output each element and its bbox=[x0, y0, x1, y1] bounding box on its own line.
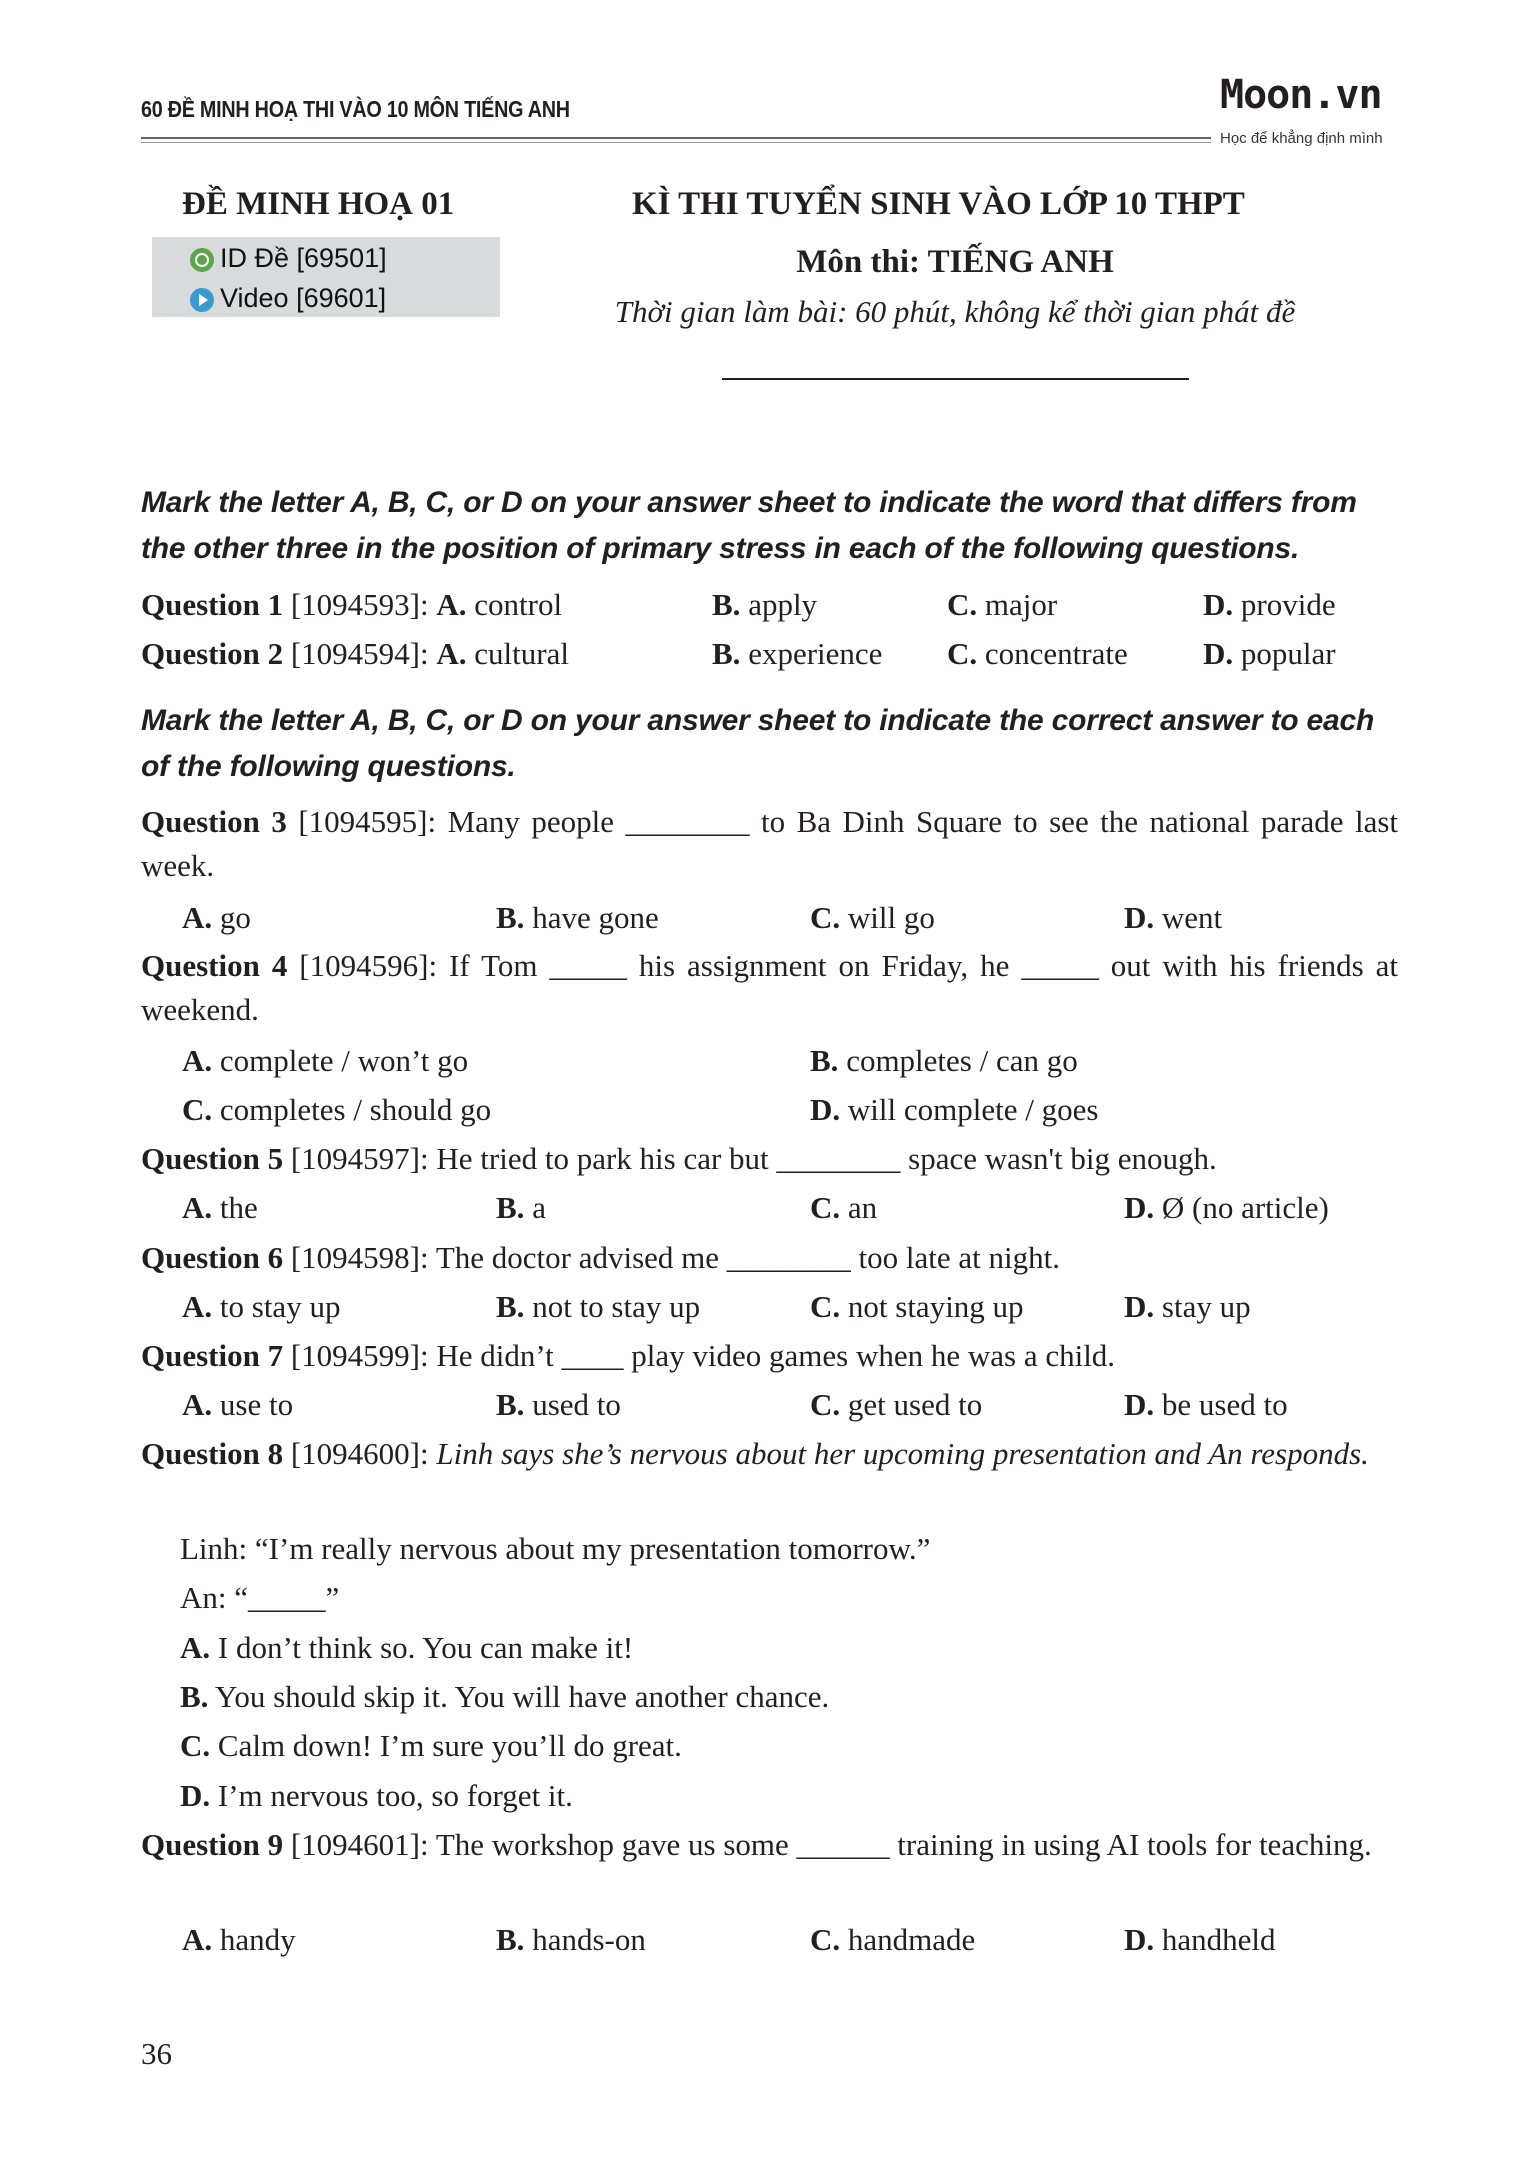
question-label: Question 4 bbox=[141, 948, 288, 983]
question-id: [1094599]: bbox=[283, 1338, 437, 1373]
question-text: He tried to park his car but ________ space wasn't big enough. bbox=[436, 1141, 1217, 1176]
option-c: C. not staying up bbox=[810, 1289, 1024, 1324]
option-d: D. stay up bbox=[1124, 1289, 1251, 1324]
question-9 bbox=[141, 1823, 1398, 1867]
question-text: He didn’t ____ play video games when he was a child. bbox=[436, 1338, 1116, 1373]
instruction-correct: Mark the letter A, B, C, or D on your answer sheet to indicate the correct answer to each of the following questions. bbox=[141, 704, 1375, 783]
question-4 bbox=[141, 944, 1398, 1032]
question-label: Question 3 bbox=[141, 804, 287, 839]
exam-title: KÌ THI TUYỂN SINH VÀO LỚP 10 THPT bbox=[632, 186, 1245, 222]
header-rule bbox=[141, 137, 1211, 139]
question-id: [1094593]: bbox=[283, 587, 437, 622]
option-d: D. I’m nervous too, so forget it. bbox=[180, 1778, 573, 1813]
option-letter: A. bbox=[436, 636, 467, 671]
dialogue-linh: Linh: “I’m really nervous about my presentation tomorrow.” bbox=[180, 1531, 931, 1566]
heading-rule bbox=[722, 378, 1189, 380]
question-id: [1094597]: bbox=[283, 1141, 437, 1176]
question-7-options bbox=[0, 1383, 1520, 1427]
option-a: A. handy bbox=[182, 1922, 296, 1957]
question-4-options-row2 bbox=[0, 1088, 1520, 1132]
question-9-options bbox=[0, 1918, 1520, 1962]
question-id: [1094601]: bbox=[283, 1827, 436, 1862]
option-a: A. to stay up bbox=[182, 1289, 341, 1324]
exam-subject: Môn thi: TIẾNG ANH bbox=[796, 244, 1114, 280]
option-text: cultural bbox=[466, 636, 569, 671]
logo-tagline: Học để khẳng định mình bbox=[1220, 130, 1383, 147]
option-c: C. handmade bbox=[810, 1922, 976, 1957]
option-b: B. You should skip it. You will have another chance. bbox=[180, 1679, 830, 1714]
option-d: D. went bbox=[1124, 900, 1223, 935]
option-a: A. complete / won’t go bbox=[182, 1043, 469, 1078]
option-a: A. I don’t think so. You can make it! bbox=[180, 1630, 634, 1665]
option-d: D. provide bbox=[1203, 587, 1336, 622]
question-3-options bbox=[0, 896, 1520, 940]
page-number: 36 bbox=[141, 2036, 172, 2071]
question-label: Question 6 bbox=[141, 1240, 284, 1275]
instruction-stress: Mark the letter A, B, C, or D on your answer sheet to indicate the word that differs from the other three in the position of primary stress in each of the following questions. bbox=[141, 486, 1357, 565]
exam-code: ĐỀ MINH HOẠ 01 bbox=[182, 186, 455, 222]
option-d: D. will complete / goes bbox=[810, 1092, 1099, 1127]
question-3 bbox=[141, 800, 1398, 888]
option-a: A. use to bbox=[182, 1387, 294, 1422]
question-label: Question 5 bbox=[141, 1141, 284, 1176]
option-b: B. a bbox=[496, 1190, 546, 1225]
option-b: B. completes / can go bbox=[810, 1043, 1078, 1078]
question-text: Many people ________ to Ba Dinh Square to see the national parade last week. bbox=[141, 804, 1399, 883]
option-c: C. will go bbox=[810, 900, 935, 935]
option-c: C. major bbox=[947, 587, 1058, 622]
question-6-options bbox=[0, 1285, 1520, 1329]
option-c: C. completes / should go bbox=[182, 1092, 492, 1127]
moon-logo: Moon.vn bbox=[1220, 72, 1382, 118]
option-b: B. hands-on bbox=[496, 1922, 646, 1957]
option-b: B. not to stay up bbox=[496, 1289, 701, 1324]
running-title: 60 ĐỀ MINH HOẠ THI VÀO 10 MÔN TIẾNG ANH bbox=[141, 96, 570, 122]
option-b: B. used to bbox=[496, 1387, 621, 1422]
option-d: D. popular bbox=[1203, 636, 1336, 671]
option-b: B. experience bbox=[712, 636, 883, 671]
question-label: Question 7 bbox=[141, 1338, 284, 1373]
question-1 bbox=[0, 583, 1520, 627]
question-label: Question 1 bbox=[141, 587, 284, 622]
option-b: B. have gone bbox=[496, 900, 659, 935]
question-4-options-row1 bbox=[0, 1039, 1520, 1083]
question-label: Question 9 bbox=[141, 1827, 284, 1862]
question-id: [1094596]: bbox=[287, 948, 450, 983]
option-b: B. apply bbox=[712, 587, 818, 622]
option-d: D. Ø (no article) bbox=[1124, 1190, 1329, 1225]
dialogue-an: An: “_____” bbox=[180, 1580, 340, 1615]
option-c: C. Calm down! I’m sure you’ll do great. bbox=[180, 1728, 682, 1763]
question-8 bbox=[141, 1432, 1398, 1476]
question-text: The doctor advised me ________ too late at night. bbox=[435, 1240, 1060, 1275]
option-a: A. the bbox=[182, 1190, 258, 1225]
question-label: Question 8 bbox=[141, 1436, 284, 1471]
question-id: [1094598]: bbox=[283, 1240, 436, 1275]
question-7 bbox=[141, 1334, 1398, 1378]
option-d: D. handheld bbox=[1124, 1922, 1276, 1957]
option-c: C. concentrate bbox=[947, 636, 1128, 671]
question-text: The workshop gave us some ______ training in using AI tools for teaching. bbox=[435, 1827, 1372, 1862]
question-id: [1094595]: bbox=[286, 804, 448, 839]
question-5-options bbox=[0, 1186, 1520, 1230]
exam-id-label: ID Đề [69501] bbox=[220, 243, 387, 273]
option-a: A. go bbox=[182, 900, 251, 935]
exam-time: Thời gian làm bài: 60 phút, không kể thời gian phát đề bbox=[614, 294, 1296, 329]
option-c: C. get used to bbox=[810, 1387, 983, 1422]
option-letter: A. bbox=[436, 587, 467, 622]
question-text: If Tom _____ his assignment on Friday, he _____ out with his friends at weekend. bbox=[141, 948, 1399, 1027]
option-text: control bbox=[466, 587, 563, 622]
question-5 bbox=[141, 1137, 1398, 1181]
video-label: Video [69601] bbox=[220, 283, 387, 313]
question-label: Question 2 bbox=[141, 636, 284, 671]
question-id: [1094594]: bbox=[283, 636, 437, 671]
question-2 bbox=[0, 632, 1520, 676]
question-id: [1094600]: bbox=[283, 1436, 437, 1471]
question-text: Linh says she’s nervous about her upcoming presentation and An responds. bbox=[436, 1436, 1369, 1471]
question-6 bbox=[141, 1236, 1398, 1280]
header-rule-thin bbox=[141, 142, 1211, 143]
option-d: D. be used to bbox=[1124, 1387, 1288, 1422]
option-c: C. an bbox=[810, 1190, 878, 1225]
